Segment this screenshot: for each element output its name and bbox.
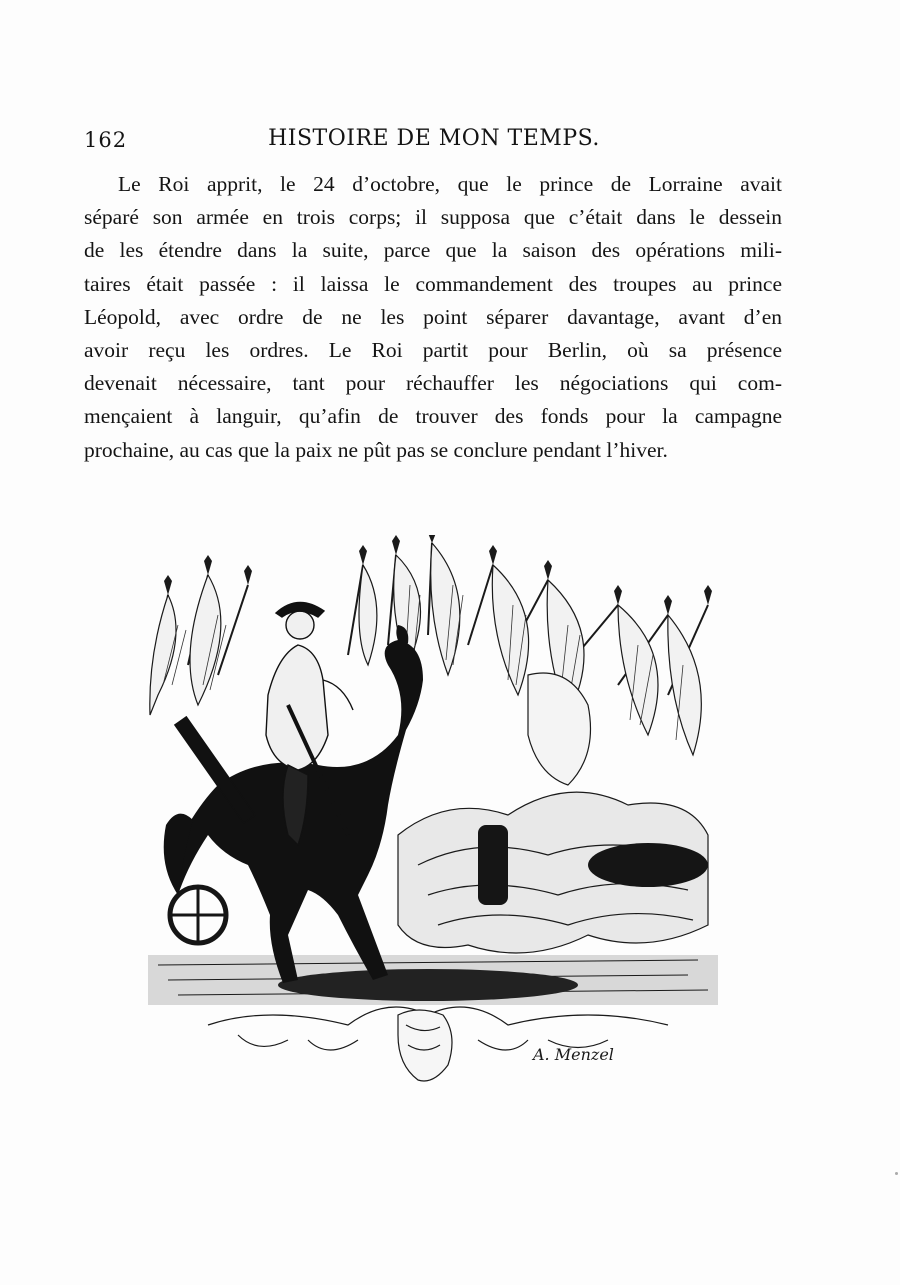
cartouche: [208, 1007, 668, 1081]
body-paragraph: [84, 168, 782, 467]
menzel-signature: [531, 1045, 614, 1064]
signature-text: A. Menzel: [533, 1045, 614, 1064]
text-line: prochaine, au cas que la paix ne pût pas se conclure pendant l’hiver.: [84, 437, 668, 462]
text-line: taires était passée : il laissa le commandement des troupes au prince: [84, 271, 782, 296]
text-line: Le Roi apprit, le 24 d’octobre, que le prince de Lorraine avait: [118, 172, 782, 196]
text-line: séparé son armée en trois corps; il supposa que c’était dans le dessein: [84, 205, 782, 230]
text-line: de les étendre dans la suite, parce que la saison des opérations mili-: [84, 238, 782, 263]
text-line: Léopold, avec ordre de ne les point séparer davantage, avant d’en: [84, 304, 782, 329]
running-title: HISTOIRE DE MON TEMPS.: [268, 126, 600, 151]
ground: [148, 955, 718, 1005]
running-head: [84, 126, 784, 160]
engraving-svg: [148, 535, 718, 1100]
text-line: mençaient à languir, qu’afin de trouver des fonds pour la campagne: [84, 404, 782, 429]
stray-dot: [895, 1172, 898, 1175]
hanging-flags: [150, 543, 702, 755]
page-number: 162: [84, 128, 128, 152]
illustration: [148, 535, 718, 1100]
flag-heap: [398, 673, 708, 953]
text-line: devenait nécessaire, tant pour réchauffer les négociations qui com-: [84, 371, 782, 396]
text-line: avoir reçu les ordres. Le Roi partit pour Berlin, où sa présence: [84, 338, 782, 363]
